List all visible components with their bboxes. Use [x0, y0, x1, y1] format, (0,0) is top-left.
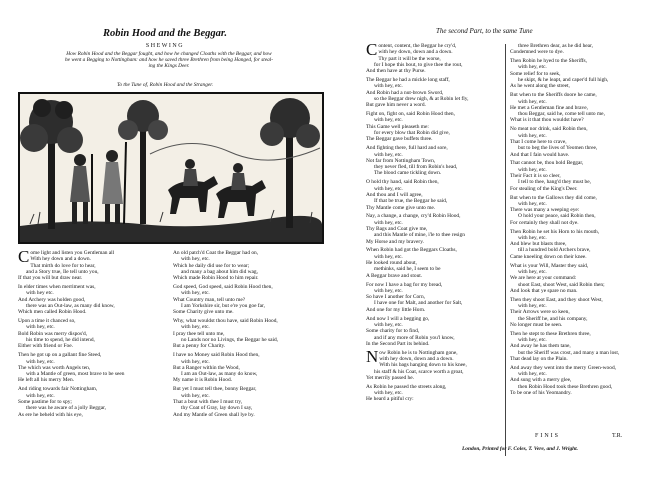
verse-line: and this Mantle of mine, i'le to thee resign [374, 232, 465, 239]
intro-line: he went a Begging to Nottingham: and how he saved three Brethren from being Hanged, for steal- [65, 57, 273, 64]
verse-line: methinks, said he, I seem to be [374, 266, 441, 273]
verse-line: For now I have a bag for my bread, [366, 281, 443, 288]
verse-line: there was an Out-law, as many did know, [26, 302, 115, 309]
verse-line: What is it that thou wouldst have? [510, 117, 584, 124]
verse-line: For stealing of the King's Deer. [510, 185, 578, 192]
verse-line: Not far from Nottingham Town, [366, 157, 436, 164]
verse-line: so the Beggar drew nigh, & at Robin let fly, [374, 95, 469, 102]
verse-line: To be one of his Yeomandry. [510, 390, 572, 397]
verse-line: with hey, etc. [374, 117, 403, 124]
verse-line: for I hope this bout, to give thee the rout, [374, 61, 463, 68]
verse-line: with hey, etc. [374, 321, 403, 328]
ballad-column-3 [366, 43, 504, 463]
verse-line: A Beggar brave and stout. [366, 272, 423, 279]
verse-line: And away they went into the merry Green-wood, [510, 364, 616, 371]
verse-line: And Robin had a nut-brown Sword, [366, 89, 444, 96]
verse-line: with hey etc. [26, 290, 54, 297]
verse-line: Which he daily did use for to wear; [173, 262, 250, 269]
verse-line: And fighting there, full hard and sore, [366, 145, 448, 152]
verse-line: I tell to thee, hang'd they must be, [518, 179, 591, 186]
verse-line: Thy Bags and Coat give me, [366, 225, 428, 232]
verse-line: Thy part it will be the worse, [378, 55, 441, 62]
verse-text: ome light and listen you Gentleman all [30, 250, 115, 256]
verse-line: with hey, etc. [518, 200, 547, 207]
verse-line: Came kneeling down on their knee. [510, 253, 587, 260]
verse-line: with hey, etc. [518, 132, 547, 139]
verse-line: with hey down, down and a down. [378, 49, 453, 56]
intro-line: How Robin Hood and the Beggar fought, and how he changed Cloaths with the Beggar, and how [66, 51, 272, 57]
verse-line: And sung with a merry glee, [510, 377, 572, 384]
verse-line: And riding towards fair Nottingham, [18, 386, 98, 393]
verse-line: with hey, etc. [181, 324, 210, 331]
verse-line: they never fled, till from Robin's head, [374, 164, 458, 171]
verse-line: Then Robin he hyed to the Sheriffs, [510, 58, 588, 65]
verse-line: with hey, etc. [518, 98, 547, 105]
verse-line: And blew but blasts three, [510, 241, 567, 248]
verse-line: Thy Mantle come give unto me. [366, 204, 436, 211]
verse-line: He heard a pitiful cry: [366, 396, 414, 403]
verse-line: Some relief for to seek, [510, 70, 561, 77]
verse-line: Which men called Robin Hood. [18, 309, 87, 316]
verse-line: Then he got up on a gallant fine Steed, [18, 352, 102, 359]
verse-line: But a Ranger within the Wood, [173, 364, 240, 371]
verse-line: Condemned were to dye. [510, 49, 564, 56]
verse-line: But yet I must tell thee, bonny Beggar, [173, 386, 257, 393]
printer-imprint: London, Printed for F. Coles, T. Vere, and J. Wright. [461, 446, 579, 452]
verse-line: Yet merrily passed he. [366, 374, 414, 381]
verse-line: with hey, etc. [518, 64, 547, 71]
verse-line: But when to the Gallows they did come, [510, 194, 597, 201]
verse-line: And look that ye spare no man. [510, 287, 578, 294]
verse-line: his time to spend, he did intend, [26, 337, 95, 344]
verse-line: In the Second Part its behind. [366, 340, 430, 347]
verse-line: I have one for Malt, and another for Salt, [374, 300, 463, 307]
verse-line: with hey, etc. [374, 185, 403, 192]
verse-line: Some pastime for to spy; [18, 398, 72, 405]
ballad-introduction [8, 51, 330, 70]
verse-line: What Country man, tell unto me? [173, 296, 246, 303]
verse-line: with hey, etc. [26, 358, 55, 365]
verse-line: with hey, etc. [374, 390, 403, 397]
verse-line: And my Mantle of Green shall lye by. [173, 411, 255, 418]
tune-line: To the Tune of, Robin Hood and the Stranger. [116, 82, 214, 88]
verse-line: If that you will but draw near. [18, 275, 83, 282]
verse-line: The blood came tickling down. [374, 170, 442, 177]
verse-line: The which was worth Angels ten, [18, 364, 91, 371]
verse-line: When Robin had got the Beggars Cloaths, [366, 247, 457, 254]
verse-line: shoot East, shoot West, said Robin then; [518, 281, 605, 288]
verse-line: God speed, God speed, said Robin Hood then, [173, 284, 273, 291]
verse-line: As Robin he passed the streets along, [366, 383, 447, 390]
verse-line: with a Mantle of green, most brave to be seen [26, 371, 125, 378]
verse-line: That mirth do love for to hear, [30, 262, 96, 269]
verse-line: With hey down and a down. [30, 256, 91, 263]
verse-line: As he went along the street, [510, 83, 570, 90]
verse-line: O hold thy hand, said Robin then, [366, 179, 439, 186]
verse-line: That a bout with thee I must try, [173, 398, 243, 405]
verse-line: there was he aware of a jolly Beggar, [26, 405, 107, 412]
verse-line: No longer must be seen. [510, 321, 563, 328]
verse-line: Nay, a change, a change, cry'd Robin Hood, [366, 213, 461, 220]
verse-line: That dead lay on the Plain. [510, 356, 568, 362]
verse-line: with hey, etc. [518, 234, 547, 241]
drop-capital: C [18, 250, 30, 266]
verse-line: till a hundred bold Archers brave, [518, 247, 591, 254]
verse-line: Which made Robin Hood to him repair. [173, 275, 259, 282]
verse-line: Either with friend or Foe. [18, 343, 73, 350]
verse-line: In elder times when merriment was, [18, 284, 96, 291]
verse-line: And then have at thy Purse. [366, 68, 426, 75]
verse-line: with hey, etc. [181, 256, 210, 263]
verse-line: and many a bag about him did wag, [181, 268, 258, 275]
finis-mark: FINIS [535, 433, 561, 439]
verse-line: He met a Gentleman fine and brave, [510, 104, 588, 111]
verse-line: Their Fact it is so cleer, [510, 173, 561, 180]
verse-line: That I come here to crave, [510, 138, 567, 145]
verse-line: with hey, etc. [181, 290, 210, 297]
verse-line: But a penny for Charity. [173, 343, 226, 350]
verse-line: thy Coat of Gray, lay down I say, [181, 405, 253, 412]
verse-line: Some Charity give unto me. [173, 309, 234, 316]
verse-line: but the Sheriff was crost, and many a man lost, [518, 349, 620, 356]
verse-line: with hey, etc. [181, 358, 210, 365]
verse-line: He looked round about, [366, 260, 417, 267]
verse-line: Why, what wouldst thou have, said Robin Hood, [173, 318, 278, 325]
drop-capital: N [366, 346, 379, 366]
verse-line: If that be true, the Beggar he said, [374, 198, 448, 205]
verse-line: For certainly they shall not dye. [510, 219, 579, 226]
verse-line: and a Story true, Ile tell unto you, [26, 268, 99, 275]
second-part-heading: The second Part, to the same Tune [436, 27, 533, 35]
verse-line: he skipt, & he leapt, and caper'd full high, [518, 77, 609, 84]
verse-line: What is your Will, Master they said, [510, 262, 589, 269]
verse-line: with hey, etc. [518, 166, 547, 173]
verse-line: But gave him never a word. [366, 102, 426, 109]
verse-text: ontent, content, the Beggar he cry'd, [378, 43, 457, 49]
verse-line: Upon a time it chanced so, [18, 318, 76, 325]
verse-line: but to beg the lives of Yeomen three, [518, 145, 598, 152]
verse-line: I pray thee tell unto me, [173, 330, 225, 337]
verse-line: The Beggar he had a mickle long staff, [366, 77, 450, 84]
verse-line: But when to the Sheriffs doore he came, [510, 92, 597, 99]
ballad-column-2 [173, 250, 333, 478]
shewing-heading: SHEWING [145, 43, 185, 49]
ballad-title: Robin Hood and the Beggar. [103, 28, 227, 39]
verse-line: An old patch'd Coat the Beggar had on, [173, 250, 259, 256]
verse-line: I am an Out-law, as many do know, [181, 371, 258, 378]
column-divider [505, 44, 506, 456]
verse-line: No meat nor drink, said Robin then, [510, 126, 588, 133]
verse-line: and if any more of Robin you'l know, [374, 334, 455, 341]
verse-line: The Beggar gave buffets three. [366, 136, 433, 143]
ballad-column-4 [510, 43, 660, 433]
verse-line: And one for my little Horn. [366, 306, 426, 313]
verse-line: Then they shoot East, and they shoot West, [510, 296, 603, 303]
verse-line: And now I will a begging go, [366, 315, 430, 322]
verse-line: We are here at your command: [510, 275, 577, 282]
verse-line: And Archery was holden good, [18, 296, 86, 303]
verse-line: the Sheriff he, and his company, [518, 315, 588, 322]
verse-line: three Brethren dear, as he did hear, [518, 43, 593, 49]
verse-text: ow Robin he is to Nottingham gone, [379, 349, 458, 356]
verse-line: with hey, etc. [518, 337, 547, 344]
verse-line: with hey, etc. [374, 151, 403, 158]
drop-capital: C [366, 43, 378, 59]
woodcut-drawing [20, 94, 322, 242]
verse-line: My Horse and my bravery. [366, 238, 424, 245]
verse-line: for every blow that Robin did give, [374, 130, 450, 137]
verse-line: with hey, etc. [374, 83, 403, 90]
verse-line: with hey, etc. [374, 287, 403, 294]
verse-line: with hey, etc. [374, 219, 403, 226]
verse-line: There was many a weeping eye: [510, 207, 580, 214]
verse-line: with hey, etc. [518, 268, 547, 275]
verse-line: O hold your peace, said Robin then, [518, 213, 596, 220]
verse-line: with hey, etc. [26, 392, 55, 399]
verse-line: I am Yorkshire sir, but e're you goe far, [181, 302, 265, 309]
verse-line: So have I another for Corn, [366, 294, 425, 301]
verse-line: My name it is Robin Hood. [173, 377, 232, 384]
verse-line: no Lands nor no Livings, the Beggar he said, [181, 337, 279, 344]
verse-line: Then Robin he set his Horn to his mouth, [510, 228, 600, 235]
verse-line: his staff & his Coat, scarce worth a groat, [374, 368, 464, 375]
ballad-column-1 [18, 250, 168, 478]
verse-line: With his bags hanging down to his knee, [379, 362, 467, 369]
verse-line: with hey, etc. [26, 324, 55, 331]
verse-line: Then he stept to these Brethren three, [510, 330, 591, 337]
verse-line: with hey, etc. [518, 303, 547, 310]
verse-line: with hey, etc. [181, 392, 210, 399]
verse-line: Fight on, fight on, said Robin Hood then, [366, 111, 455, 118]
verse-line: And thou and I will agree, [366, 191, 423, 198]
intro-line: ing the Kings Deer. [148, 63, 190, 70]
verse-line: then Robin Hood took these Brethren good, [518, 383, 613, 390]
verse-line: And that I fain would have. [510, 151, 570, 158]
verse-line: This Game well pleaseth me: [366, 123, 429, 130]
verse-line: That cannot be, thou bold Beggar, [510, 160, 584, 167]
verse-line: with hey, etc. [518, 371, 547, 378]
verse-line: with hey, etc. [374, 253, 403, 260]
verse-line: I have no Money said Robin Hood then, [173, 352, 260, 359]
verse-line: As ere he beheld with his eye, [18, 411, 83, 418]
verse-line: He left all his merry Men. [18, 377, 74, 384]
verse-line: Some charity for to find, [366, 328, 420, 335]
verse-line: thou Beggar, said he, come tell unto me, [518, 111, 605, 118]
author-initials: T.R. [612, 433, 623, 439]
woodcut-illustration [18, 92, 324, 244]
verse-line: Their Arrows were so keen, [510, 309, 570, 316]
verse-line: And away he has them tane, [510, 343, 571, 350]
verse-line: Bold Robin was merry dispos'd, [18, 330, 88, 337]
verse-line: with hey down, down and a down. [379, 356, 454, 362]
